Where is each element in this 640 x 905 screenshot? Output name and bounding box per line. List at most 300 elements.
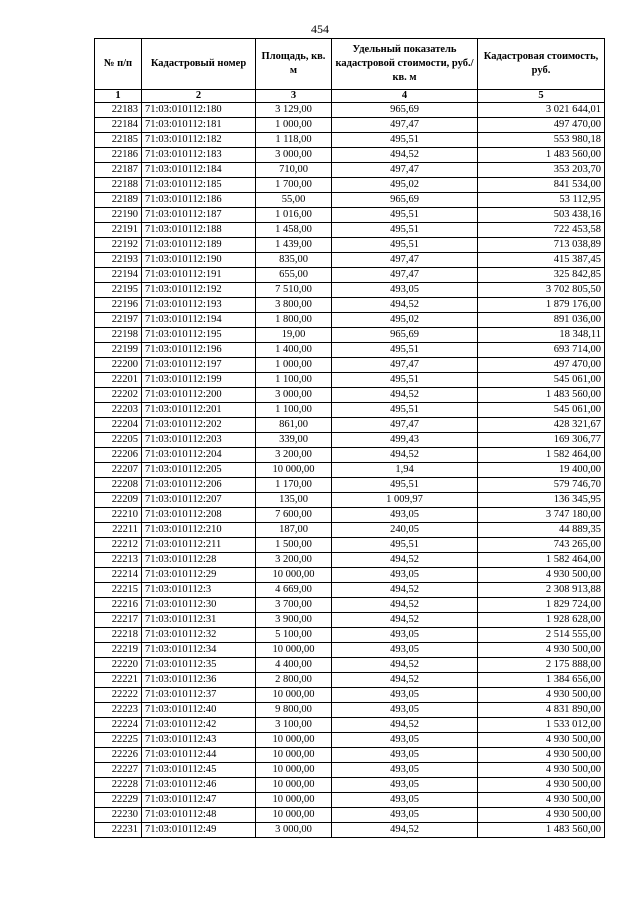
specific-value-cell: 495,51 — [332, 133, 478, 148]
cadastral-value-cell: 3 702 805,50 — [478, 283, 605, 298]
cadastral-value-cell: 4 930 500,00 — [478, 808, 605, 823]
area-cell: 3 000,00 — [256, 148, 332, 163]
row-number-cell: 22195 — [95, 283, 142, 298]
page-number: 454 — [311, 22, 329, 36]
specific-value-cell: 494,52 — [332, 148, 478, 163]
row-number-cell: 22192 — [95, 238, 142, 253]
cadastral-number-cell: 71:03:010112:44 — [142, 748, 256, 763]
row-number-cell: 22206 — [95, 448, 142, 463]
cadastral-number-cell: 71:03:010112:208 — [142, 508, 256, 523]
row-number-cell: 22220 — [95, 658, 142, 673]
specific-value-cell: 965,69 — [332, 328, 478, 343]
table-row — [95, 808, 605, 823]
table-row — [95, 223, 605, 238]
specific-value-cell: 493,05 — [332, 643, 478, 658]
area-cell: 3 800,00 — [256, 298, 332, 313]
area-cell: 187,00 — [256, 523, 332, 538]
row-number-cell: 22214 — [95, 568, 142, 583]
cadastral-number-cell: 71:03:010112:203 — [142, 433, 256, 448]
table-row — [95, 793, 605, 808]
row-number-cell: 22210 — [95, 508, 142, 523]
row-number-cell: 22190 — [95, 208, 142, 223]
table-row — [95, 328, 605, 343]
specific-value-cell: 965,69 — [332, 103, 478, 118]
cadastral-number-cell: 71:03:010112:193 — [142, 298, 256, 313]
column-number: 3 — [256, 90, 332, 103]
cadastral-value-cell: 3 747 180,00 — [478, 508, 605, 523]
specific-value-cell: 494,52 — [332, 673, 478, 688]
table-row — [95, 673, 605, 688]
specific-value-cell: 493,05 — [332, 568, 478, 583]
specific-value-cell: 493,05 — [332, 508, 478, 523]
area-cell: 135,00 — [256, 493, 332, 508]
cadastral-value-cell: 44 889,35 — [478, 523, 605, 538]
row-number-cell: 22218 — [95, 628, 142, 643]
cadastral-number-cell: 71:03:010112:37 — [142, 688, 256, 703]
table-row — [95, 613, 605, 628]
cadastral-number-cell: 71:03:010112:204 — [142, 448, 256, 463]
row-number-cell: 22198 — [95, 328, 142, 343]
cadastral-number-cell: 71:03:010112:190 — [142, 253, 256, 268]
cadastral-value-cell: 4 930 500,00 — [478, 793, 605, 808]
column-number: 1 — [95, 90, 142, 103]
area-cell: 1 016,00 — [256, 208, 332, 223]
cadastral-number-cell: 71:03:010112:185 — [142, 178, 256, 193]
cadastral-value-cell: 1 384 656,00 — [478, 673, 605, 688]
table-row — [95, 733, 605, 748]
row-number-cell: 22186 — [95, 148, 142, 163]
table-row — [95, 763, 605, 778]
table-row — [95, 283, 605, 298]
table-row — [95, 178, 605, 193]
specific-value-cell: 499,43 — [332, 433, 478, 448]
cadastral-value-cell: 169 306,77 — [478, 433, 605, 448]
row-number-cell: 22221 — [95, 673, 142, 688]
area-cell: 1 439,00 — [256, 238, 332, 253]
cadastral-value-cell: 743 265,00 — [478, 538, 605, 553]
table-row — [95, 358, 605, 373]
area-cell: 861,00 — [256, 418, 332, 433]
cadastral-value-cell: 722 453,58 — [478, 223, 605, 238]
table-row — [95, 253, 605, 268]
cadastral-number-cell: 71:03:010112:211 — [142, 538, 256, 553]
cadastral-value-cell: 497 470,00 — [478, 118, 605, 133]
area-cell: 10 000,00 — [256, 688, 332, 703]
cadastral-number-cell: 71:03:010112:45 — [142, 763, 256, 778]
specific-value-cell: 495,51 — [332, 538, 478, 553]
specific-value-cell: 494,52 — [332, 598, 478, 613]
row-number-cell: 22222 — [95, 688, 142, 703]
table-row — [95, 313, 605, 328]
cadastral-value-cell: 4 930 500,00 — [478, 763, 605, 778]
table-row — [95, 658, 605, 673]
row-number-cell: 22188 — [95, 178, 142, 193]
row-number-cell: 22225 — [95, 733, 142, 748]
specific-value-cell: 493,05 — [332, 283, 478, 298]
row-number-cell: 22231 — [95, 823, 142, 838]
cadastral-value-cell: 53 112,95 — [478, 193, 605, 208]
cadastral-number-cell: 71:03:010112:188 — [142, 223, 256, 238]
row-number-cell: 22223 — [95, 703, 142, 718]
cadastral-number-cell: 71:03:010112:199 — [142, 373, 256, 388]
table-row — [95, 568, 605, 583]
cadastral-value-cell: 1 582 464,00 — [478, 553, 605, 568]
row-number-cell: 22212 — [95, 538, 142, 553]
table-row — [95, 268, 605, 283]
row-number-cell: 22205 — [95, 433, 142, 448]
table-row — [95, 148, 605, 163]
cadastral-number-cell: 71:03:010112:47 — [142, 793, 256, 808]
cadastral-number-cell: 71:03:010112:181 — [142, 118, 256, 133]
area-cell: 1 700,00 — [256, 178, 332, 193]
header-area: Площадь, кв. м — [256, 39, 332, 90]
cadastral-number-cell: 71:03:010112:196 — [142, 343, 256, 358]
cadastral-value-cell: 1 829 724,00 — [478, 598, 605, 613]
row-number-cell: 22202 — [95, 388, 142, 403]
cadastral-value-cell: 713 038,89 — [478, 238, 605, 253]
specific-value-cell: 494,52 — [332, 298, 478, 313]
cadastral-value-cell: 497 470,00 — [478, 358, 605, 373]
area-cell: 2 800,00 — [256, 673, 332, 688]
area-cell: 10 000,00 — [256, 778, 332, 793]
area-cell: 3 000,00 — [256, 823, 332, 838]
column-number: 4 — [332, 90, 478, 103]
header-row-number: № п/п — [95, 39, 142, 90]
specific-value-cell: 497,47 — [332, 253, 478, 268]
cadastral-value-cell: 3 021 644,01 — [478, 103, 605, 118]
cadastral-value-cell: 415 387,45 — [478, 253, 605, 268]
table-row — [95, 388, 605, 403]
cadastral-value-cell: 579 746,70 — [478, 478, 605, 493]
area-cell: 1 000,00 — [256, 118, 332, 133]
specific-value-cell: 495,51 — [332, 373, 478, 388]
table-row — [95, 553, 605, 568]
table-row — [95, 298, 605, 313]
header-cadastral-value: Кадастровая стоимость, руб. — [478, 39, 605, 90]
cadastral-value-cell: 1 483 560,00 — [478, 148, 605, 163]
table-row — [95, 208, 605, 223]
cadastral-number-cell: 71:03:010112:183 — [142, 148, 256, 163]
row-number-cell: 22194 — [95, 268, 142, 283]
row-number-cell: 22226 — [95, 748, 142, 763]
table-row — [95, 418, 605, 433]
area-cell: 3 700,00 — [256, 598, 332, 613]
row-number-cell: 22213 — [95, 553, 142, 568]
cadastral-number-cell: 71:03:010112:186 — [142, 193, 256, 208]
table-row — [95, 433, 605, 448]
area-cell: 10 000,00 — [256, 568, 332, 583]
cadastral-number-cell: 71:03:010112:200 — [142, 388, 256, 403]
row-number-cell: 22230 — [95, 808, 142, 823]
area-cell: 10 000,00 — [256, 748, 332, 763]
table-row — [95, 163, 605, 178]
specific-value-cell: 1,94 — [332, 463, 478, 478]
column-number: 2 — [142, 90, 256, 103]
area-cell: 19,00 — [256, 328, 332, 343]
specific-value-cell: 494,52 — [332, 613, 478, 628]
cadastral-value-cell: 2 308 913,88 — [478, 583, 605, 598]
cadastral-number-cell: 71:03:010112:189 — [142, 238, 256, 253]
area-cell: 1 800,00 — [256, 313, 332, 328]
row-number-cell: 22203 — [95, 403, 142, 418]
area-cell: 1 500,00 — [256, 538, 332, 553]
area-cell: 3 900,00 — [256, 613, 332, 628]
row-number-cell: 22229 — [95, 793, 142, 808]
area-cell: 9 800,00 — [256, 703, 332, 718]
specific-value-cell: 240,05 — [332, 523, 478, 538]
cadastral-number-cell: 71:03:010112:201 — [142, 403, 256, 418]
cadastral-number-cell: 71:03:010112:184 — [142, 163, 256, 178]
specific-value-cell: 493,05 — [332, 763, 478, 778]
table-row — [95, 538, 605, 553]
cadastral-number-cell: 71:03:010112:49 — [142, 823, 256, 838]
cadastral-value-cell: 325 842,85 — [478, 268, 605, 283]
cadastral-number-cell: 71:03:010112:206 — [142, 478, 256, 493]
area-cell: 55,00 — [256, 193, 332, 208]
area-cell: 10 000,00 — [256, 808, 332, 823]
cadastral-number-cell: 71:03:010112:197 — [142, 358, 256, 373]
cadastral-value-table — [94, 38, 605, 838]
row-number-cell: 22185 — [95, 133, 142, 148]
cadastral-value-cell: 2 514 555,00 — [478, 628, 605, 643]
header-specific-value: Удельный показатель кадастровой стоимости, руб./кв. м — [332, 39, 478, 90]
cadastral-number-cell: 71:03:010112:210 — [142, 523, 256, 538]
row-number-cell: 22201 — [95, 373, 142, 388]
cadastral-number-cell: 71:03:010112:35 — [142, 658, 256, 673]
table-row — [95, 778, 605, 793]
cadastral-value-cell: 4 930 500,00 — [478, 643, 605, 658]
cadastral-number-cell: 71:03:010112:182 — [142, 133, 256, 148]
table-row — [95, 463, 605, 478]
cadastral-value-cell: 545 061,00 — [478, 403, 605, 418]
row-number-cell: 22208 — [95, 478, 142, 493]
column-number-row — [95, 90, 605, 103]
cadastral-number-cell: 71:03:010112:34 — [142, 643, 256, 658]
row-number-cell: 22193 — [95, 253, 142, 268]
specific-value-cell: 495,51 — [332, 208, 478, 223]
area-cell: 5 100,00 — [256, 628, 332, 643]
table-row — [95, 103, 605, 118]
cadastral-value-cell: 4 930 500,00 — [478, 778, 605, 793]
area-cell: 655,00 — [256, 268, 332, 283]
area-cell: 3 100,00 — [256, 718, 332, 733]
specific-value-cell: 495,51 — [332, 223, 478, 238]
table-row — [95, 238, 605, 253]
cadastral-value-cell: 4 831 890,00 — [478, 703, 605, 718]
row-number-cell: 22184 — [95, 118, 142, 133]
area-cell: 835,00 — [256, 253, 332, 268]
row-number-cell: 22200 — [95, 358, 142, 373]
table-row — [95, 118, 605, 133]
cadastral-number-cell: 71:03:010112:195 — [142, 328, 256, 343]
table-row — [95, 748, 605, 763]
area-cell: 1 458,00 — [256, 223, 332, 238]
row-number-cell: 22216 — [95, 598, 142, 613]
cadastral-number-cell: 71:03:010112:32 — [142, 628, 256, 643]
cadastral-number-cell: 71:03:010112:187 — [142, 208, 256, 223]
header-cadastral-number: Кадастровый номер — [142, 39, 256, 90]
cadastral-number-cell: 71:03:010112:43 — [142, 733, 256, 748]
specific-value-cell: 497,47 — [332, 163, 478, 178]
table-body — [95, 103, 605, 838]
specific-value-cell: 493,05 — [332, 748, 478, 763]
cadastral-value-cell: 136 345,95 — [478, 493, 605, 508]
cadastral-value-cell: 353 203,70 — [478, 163, 605, 178]
area-cell: 3 200,00 — [256, 553, 332, 568]
cadastral-number-cell: 71:03:010112:36 — [142, 673, 256, 688]
cadastral-value-cell: 19 400,00 — [478, 463, 605, 478]
cadastral-value-cell: 1 483 560,00 — [478, 823, 605, 838]
area-cell: 710,00 — [256, 163, 332, 178]
specific-value-cell: 497,47 — [332, 118, 478, 133]
row-number-cell: 22215 — [95, 583, 142, 598]
row-number-cell: 22228 — [95, 778, 142, 793]
cadastral-value-cell: 841 534,00 — [478, 178, 605, 193]
area-cell: 10 000,00 — [256, 643, 332, 658]
cadastral-value-cell: 553 980,18 — [478, 133, 605, 148]
cadastral-value-cell: 4 930 500,00 — [478, 733, 605, 748]
table-row — [95, 508, 605, 523]
table-row — [95, 628, 605, 643]
table-row — [95, 193, 605, 208]
area-cell: 3 129,00 — [256, 103, 332, 118]
row-number-cell: 22187 — [95, 163, 142, 178]
specific-value-cell: 495,51 — [332, 478, 478, 493]
table-row — [95, 598, 605, 613]
cadastral-number-cell: 71:03:010112:28 — [142, 553, 256, 568]
area-cell: 7 600,00 — [256, 508, 332, 523]
cadastral-number-cell: 71:03:010112:205 — [142, 463, 256, 478]
row-number-cell: 22191 — [95, 223, 142, 238]
row-number-cell: 22207 — [95, 463, 142, 478]
area-cell: 1 400,00 — [256, 343, 332, 358]
area-cell: 1 118,00 — [256, 133, 332, 148]
cadastral-value-cell: 891 036,00 — [478, 313, 605, 328]
cadastral-value-cell: 2 175 888,00 — [478, 658, 605, 673]
row-number-cell: 22224 — [95, 718, 142, 733]
row-number-cell: 22217 — [95, 613, 142, 628]
cadastral-value-cell: 428 321,67 — [478, 418, 605, 433]
area-cell: 3 200,00 — [256, 448, 332, 463]
cadastral-number-cell: 71:03:010112:207 — [142, 493, 256, 508]
cadastral-value-cell: 4 930 500,00 — [478, 688, 605, 703]
row-number-cell: 22199 — [95, 343, 142, 358]
cadastral-number-cell: 71:03:010112:180 — [142, 103, 256, 118]
area-cell: 7 510,00 — [256, 283, 332, 298]
specific-value-cell: 495,02 — [332, 313, 478, 328]
specific-value-cell: 493,05 — [332, 778, 478, 793]
specific-value-cell: 494,52 — [332, 583, 478, 598]
specific-value-cell: 494,52 — [332, 448, 478, 463]
cadastral-number-cell: 71:03:010112:48 — [142, 808, 256, 823]
specific-value-cell: 493,05 — [332, 688, 478, 703]
table-row — [95, 823, 605, 838]
table-row — [95, 133, 605, 148]
cadastral-number-cell: 71:03:010112:40 — [142, 703, 256, 718]
row-number-cell: 22204 — [95, 418, 142, 433]
area-cell: 339,00 — [256, 433, 332, 448]
area-cell: 10 000,00 — [256, 793, 332, 808]
area-cell: 4 400,00 — [256, 658, 332, 673]
specific-value-cell: 494,52 — [332, 823, 478, 838]
specific-value-cell: 493,05 — [332, 628, 478, 643]
specific-value-cell: 493,05 — [332, 733, 478, 748]
cadastral-number-cell: 71:03:010112:42 — [142, 718, 256, 733]
table-row — [95, 718, 605, 733]
cadastral-number-cell: 71:03:010112:31 — [142, 613, 256, 628]
table-row — [95, 478, 605, 493]
cadastral-value-cell: 693 714,00 — [478, 343, 605, 358]
specific-value-cell: 497,47 — [332, 358, 478, 373]
row-number-cell: 22227 — [95, 763, 142, 778]
cadastral-number-cell: 71:03:010112:192 — [142, 283, 256, 298]
cadastral-value-cell: 1 879 176,00 — [478, 298, 605, 313]
area-cell: 10 000,00 — [256, 733, 332, 748]
cadastral-number-cell: 71:03:010112:191 — [142, 268, 256, 283]
cadastral-value-cell: 1 483 560,00 — [478, 388, 605, 403]
table-row — [95, 403, 605, 418]
cadastral-value-cell: 1 928 628,00 — [478, 613, 605, 628]
area-cell: 10 000,00 — [256, 463, 332, 478]
specific-value-cell: 497,47 — [332, 418, 478, 433]
cadastral-number-cell: 71:03:010112:202 — [142, 418, 256, 433]
specific-value-cell: 965,69 — [332, 193, 478, 208]
specific-value-cell: 1 009,97 — [332, 493, 478, 508]
table-row — [95, 448, 605, 463]
cadastral-value-cell: 545 061,00 — [478, 373, 605, 388]
specific-value-cell: 495,51 — [332, 403, 478, 418]
cadastral-number-cell: 71:03:010112:194 — [142, 313, 256, 328]
row-number-cell: 22197 — [95, 313, 142, 328]
table-row — [95, 688, 605, 703]
row-number-cell: 22183 — [95, 103, 142, 118]
cadastral-number-cell: 71:03:010112:30 — [142, 598, 256, 613]
specific-value-cell: 495,02 — [332, 178, 478, 193]
specific-value-cell: 494,52 — [332, 718, 478, 733]
table-row — [95, 373, 605, 388]
table-row — [95, 703, 605, 718]
area-cell: 10 000,00 — [256, 763, 332, 778]
row-number-cell: 22209 — [95, 493, 142, 508]
cadastral-value-cell: 1 582 464,00 — [478, 448, 605, 463]
area-cell: 1 100,00 — [256, 403, 332, 418]
specific-value-cell: 493,05 — [332, 793, 478, 808]
column-number: 5 — [478, 90, 605, 103]
cadastral-value-cell: 503 438,16 — [478, 208, 605, 223]
specific-value-cell: 497,47 — [332, 268, 478, 283]
area-cell: 3 000,00 — [256, 388, 332, 403]
table-row — [95, 343, 605, 358]
area-cell: 1 000,00 — [256, 358, 332, 373]
specific-value-cell: 495,51 — [332, 343, 478, 358]
table-row — [95, 643, 605, 658]
specific-value-cell: 494,52 — [332, 388, 478, 403]
specific-value-cell: 493,05 — [332, 808, 478, 823]
table-row — [95, 523, 605, 538]
table-row — [95, 583, 605, 598]
cadastral-number-cell: 71:03:010112:29 — [142, 568, 256, 583]
row-number-cell: 22219 — [95, 643, 142, 658]
table-header-row — [95, 39, 605, 90]
row-number-cell: 22196 — [95, 298, 142, 313]
area-cell: 1 100,00 — [256, 373, 332, 388]
row-number-cell: 22211 — [95, 523, 142, 538]
cadastral-value-cell: 4 930 500,00 — [478, 748, 605, 763]
specific-value-cell: 495,51 — [332, 238, 478, 253]
area-cell: 1 170,00 — [256, 478, 332, 493]
cadastral-value-cell: 18 348,11 — [478, 328, 605, 343]
cadastral-value-cell: 1 533 012,00 — [478, 718, 605, 733]
